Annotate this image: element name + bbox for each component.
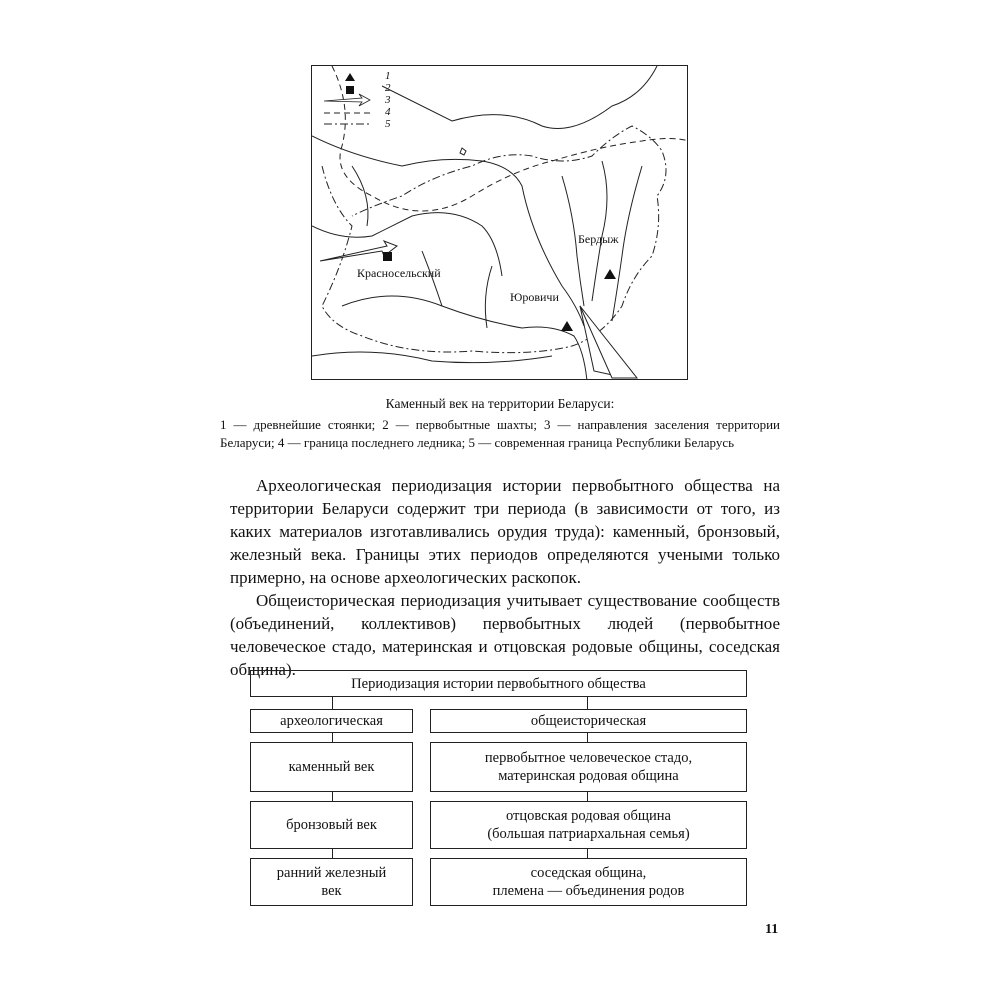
page-number: 11 — [765, 922, 779, 937]
river-line — [342, 296, 587, 380]
river-line — [485, 266, 492, 328]
paragraph-archaeological: Археологическая периодизация истории первобытного общества на территории Беларуси содержит три периода (в зависимости от того, из каких материалов изготавливались орудия труда): каменный, бронзовый, железный века. Границы этих периодов определяются учеными только примерно, на основе археологических раскопок. — [230, 476, 780, 587]
place-label-berdyzh: Бердыж — [578, 232, 619, 246]
period-box-stone-age: каменный век — [250, 742, 413, 792]
legend-number: 4 — [385, 106, 391, 118]
connector-line — [332, 697, 333, 709]
place-label-yurovichi: Юровичи — [510, 290, 559, 304]
map-caption-legend: 1 — древнейшие стоянки; 2 — первобытные шахты; 3 — направления заселения территории Беларуси; 4 — граница последнего ледника; 5 — современная граница Республики Беларусь — [220, 417, 780, 450]
connector-line — [587, 849, 588, 858]
scheme-title-box: Периодизация истории первобытного общества — [250, 670, 747, 697]
legend-number: 2 — [385, 82, 391, 94]
ancient-mine-marker — [383, 252, 392, 261]
period-box-iron-age: ранний железный век — [250, 858, 413, 906]
river-line — [312, 352, 552, 363]
connector-line — [332, 849, 333, 858]
legend-site-symbol — [345, 73, 355, 81]
connector-line — [332, 733, 333, 742]
community-box-neighbor: соседская община, племена — объединения родов — [430, 858, 747, 906]
river-line — [382, 66, 657, 129]
ancient-site-marker — [561, 321, 573, 331]
map-caption-title: Каменный век на территории Беларуси: — [385, 396, 615, 411]
map-drawing — [312, 66, 688, 380]
connector-line — [587, 697, 588, 709]
lake-shape — [460, 148, 466, 155]
connector-line — [587, 792, 588, 801]
archaeological-header-box: археологическая — [250, 709, 413, 733]
community-box-paternal: отцовская родовая община (большая патриархальная семья) — [430, 801, 747, 849]
period-box-bronze-age: бронзовый век — [250, 801, 413, 849]
connector-line — [332, 792, 333, 801]
legend-number: 5 — [385, 118, 391, 130]
river-line — [592, 161, 607, 301]
community-box-herd: первобытное человеческое стадо, материнская родовая община — [430, 742, 747, 792]
paragraph-historical: Общеисторическая периодизация учитывает существование сообществ (объединений, коллективов) первобытных людей (первобытное человеческое стадо, материнская и отцовская родовые общины, соседская община). — [230, 591, 780, 679]
legend-arrow-symbol — [324, 94, 370, 106]
place-label-krasnoselsky: Красносельский — [357, 266, 441, 280]
legend-number: 1 — [385, 70, 391, 82]
legend-mine-symbol — [346, 86, 354, 94]
connector-line — [587, 733, 588, 742]
stone-age-map — [311, 65, 688, 380]
ancient-site-marker — [604, 269, 616, 279]
historical-header-box: общеисторическая — [430, 709, 747, 733]
legend-number: 3 — [385, 94, 391, 106]
river-line — [352, 166, 368, 226]
